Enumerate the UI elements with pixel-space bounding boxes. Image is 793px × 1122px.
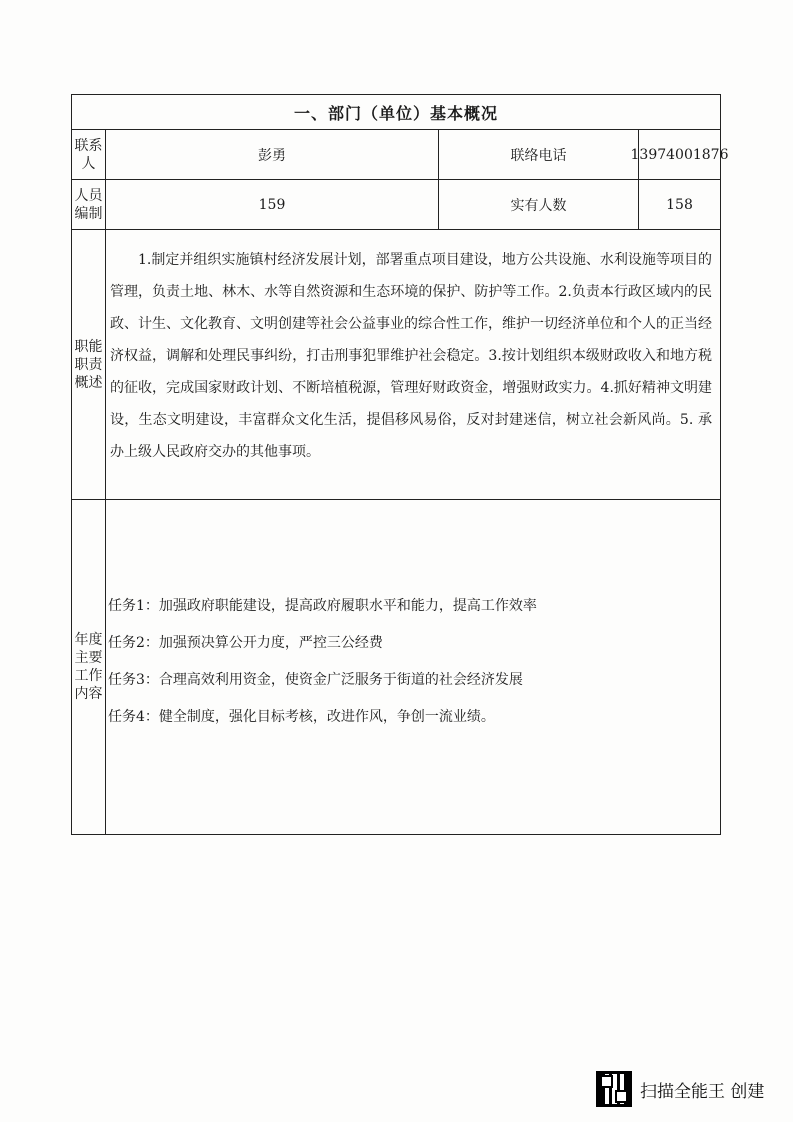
- contact-label: 联系人: [74, 137, 103, 172]
- task-list: [106, 588, 716, 736]
- contact-name: 彭勇: [105, 130, 438, 179]
- scanner-brand: 扫描全能王 创建: [640, 1081, 765, 1102]
- task-item-3: 任务3：合理高效利用资金，使资金广泛服务于街道的社会经济发展: [108, 672, 523, 688]
- annual-work-row: [72, 500, 720, 834]
- task-item-4: 任务4：健全制度，强化目标考核，改进作风，争创一流业绩。: [108, 709, 495, 725]
- task-item-2: 任务2：加强预决算公开力度，严控三公经费: [108, 635, 383, 651]
- staff-quota: 159: [105, 180, 438, 229]
- phone-label: 联络电话: [438, 130, 638, 179]
- basic-info-table: [71, 94, 729, 835]
- scanner-watermark: [596, 1070, 764, 1108]
- staff-row: [72, 180, 720, 230]
- qr-code-icon: [596, 1071, 632, 1107]
- annual-work-label: 年度主要工作内容: [74, 632, 103, 702]
- actual-staff-label: 实有人数: [438, 180, 638, 229]
- contact-row: [72, 130, 729, 180]
- staff-label: 人员编制: [74, 187, 103, 222]
- duties-text: 1.制定并组织实施镇村经济发展计划，部署重点项目建设，地方公共设施、水利设施等项目的管理，负责土地、林木、水等自然资源和生态环境的保护、防护等工作。2.负责本行政区域内的民政、计生、文化教育、文明创建等社会公益事业的综合性工作，维护一切经济单位和个人的正当经济权益，调解和处理民事纠纷，打击刑事犯罪维护社会稳定。3.按计划组织本级财政收入和地方税的征收，完成国家财政计划、不断培植税源，管理好财政资金，增强财政实力。4.抓好精神文明建设，生态文明建设，丰富群众文化生活，提倡移风易俗，反对封建迷信，树立社会新风尚。5. 承办上级人民政府交办的其他事项。: [110, 252, 712, 460]
- actual-staff-value: 158: [638, 180, 720, 229]
- duties-row: [72, 230, 720, 500]
- duties-label: 职能职责概述: [74, 338, 103, 391]
- section-title: 一、部门（单位）基本概况: [293, 103, 498, 123]
- title-row: [72, 95, 720, 130]
- task-item-1: 任务1：加强政府职能建设，提高政府履职水平和能力，提高工作效率: [108, 598, 537, 614]
- phone-value: 13974001876: [638, 130, 720, 179]
